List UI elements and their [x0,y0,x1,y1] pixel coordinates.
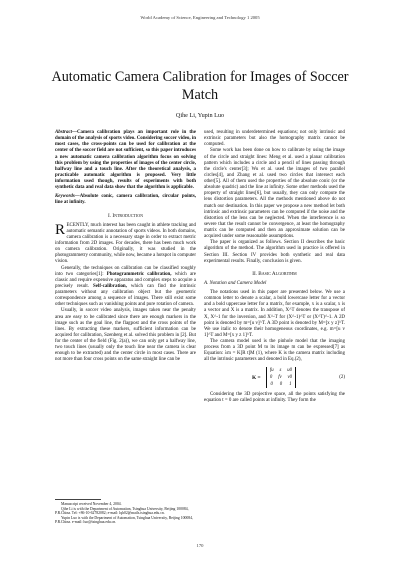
equation-lhs: K = [252,374,261,381]
keywords [55,194,196,206]
keywords-text: —Absolute conic, camera calibration, circular points, line at infinity. [55,194,196,206]
intro-paragraph-1 [55,223,196,266]
matrix-cell: fv [278,374,282,380]
equation-2 [204,367,345,389]
right-paragraph-3: The paper is organized as follows. Section II describes the basic algorithm of the method. The algorithm used in practice is offered in Section III. Section IV provides both synthetic and real data experimental results. Finally, conclusion is given. [204,240,345,264]
paper-title: Automatic Camera Calibration for Images of Soccer Match [51,69,349,103]
matrix-row [267,367,295,374]
right-paragraph-2: Some work has been done on how to calibrate by using the image of the circle and straight lines: Meng et al. used a planar calibration pattern which includes a circle and a pencil of lines passing through the circle's center[3]; Wu et al. used the images of two parallel circles[4], and Zhang et al. used two circles that intersect each other[5]. All of them used the properties of the absolute conic (or the absolute quadric) and the line at infinity. Some other methods used the property of straight lines[6], but usually, they can only compute the lens distortion parameters. All the methods mentioned above do not match our destination. In this paper we propose a new method let both intrinsic and extrinsic parameters can be computed if the noise and the distortion of the lens can be neglected. When the interference is so severe that the result cannot be convergence, at least the homography matrix can be computed and then an approximate solution can be acquired under some reasonable assumptions. [204,148,345,240]
section-heading-basic-algorithm: II. Basic Algorithm [252,270,297,277]
footnote-author-1: Qihe Li is with the Department of Automation, Tsinghua University, Beijing 100084, P.R.China. Tel: +86-10-62782082; e-mail: lqh02@mails.tsinghua.edu.cn. [55,506,189,516]
left-column [55,130,196,364]
matrix-cell: 0 [269,374,273,380]
drop-cap: R [55,221,66,238]
notation-paragraph: The notations used in this paper are presented below. We use a common letter to denote a scalar, a bold lowercase letter for a vector and a bold uppercase letter for a matrix, for example, x is a scalar, x is a vector and X is a matrix. In addition, X^T denotes the transpose of X, X^-1 for the inversion, and X^-T for (X^-1)^T or (X^T)^-1. A 2D point is denoted by m=[u v]^T. A 3D point is denoted by M=[x y z]^T. We use italic to denote their homogeneous coordinates, e.g. m=[u v 1]^T and M=[x y z 1]^T. [204,290,345,338]
matrix-cell: 0 [279,381,283,387]
matrix-cell: 1 [289,381,292,387]
footnote [55,502,196,525]
intro-p2-part: which are classic and require expensive apparatus and complex steps to acquire a precisely result. [55,271,196,289]
intro-p2-part: which can find the intrinsic parameters without any calibration object but the geometric correspondence among a sequence of images. There still exist some other techniques such as vanishing points and pure rotation of camera. [55,283,196,308]
section-heading-introduction: I. Introduction [108,212,143,219]
matrix-cell: u0 [287,367,293,373]
projective-space-paragraph: Considering the 3D projective space, all the points satisfying the equation t = 0 are called points at infinity. They form the [204,391,345,403]
right-column [204,130,345,404]
equation-number: (2) [339,374,345,380]
matrix-cell: fu [269,367,274,373]
matrix-cell: 0 [270,381,273,387]
abstract-text: —Camera calibration plays an important role in the domain of the analysis of sports video. Considering soccer video, in most cases, the cross-points can be used for calibration at the center of the soccer field are not sufficient, so this paper introduces a new automatic camera calibration algorithm focus on solving this problem by using the properties of images of the center circle, halfway line and a touch line. After the theoretical analysis, a practicable automatic algorithm is proposed. Very little information used though, results of experiments with both synthetic data and real data show that the algorithm is applicable. [55,130,196,191]
intro-p2-bold-photogrammetric: Photogrammetric calibration, [106,271,172,277]
intro-p2-bold-self: Self-calibration, [93,283,127,289]
right-paragraph-1: used, resulting in underdetermined equations; not only intrinsic and extrinsic parameters but also the homography matrix cannot be computed. [204,130,345,148]
camera-matrix [266,367,296,388]
camera-model-paragraph: The camera model used is the pinhole model that the imaging process from a 3D point M to its image m can be expressed[7] as Equation: λm = K[R t]M (1), where K is the camera matrix including all the intrinsic parameters and denoted in Eq.(2), [204,339,345,363]
abstract-label: Abstract [55,130,73,135]
intro-paragraph-3: Usually, in soccer video analysis, images taken near the penalty area are easy to be calibrated since there are enough markers in the image such as the goal line, the flagpost and the cross points of the lines. By extracting these markers, sufficient information can be acquired for calibration, Szenberg et al. solved this problem in [2]. But for the center of the field (Fig. 2(a)), we can only get a halfway line, two touch lines (usually only the touch line near the camera is clear enough to be extracted) and the center circle in most cases. There are not more than four cross points on the same straight line can be [55,308,196,363]
journal-header: World Academy of Science, Engineering and Technology 1 2005 [140,15,260,20]
footnote-received: Manuscript received November 4, 2004. [61,502,122,506]
footnote-author-2: Yupin Luo is with the Department of Automation, Tsinghua University, Beijing 100084, P.R.China. e-mail: luo@tsinghua.edu.cn. [55,515,193,525]
intro-p2-part: Generally, the techniques on calibration can be classified roughly into two categories[1]: [55,265,196,277]
intro-paragraph-2 [55,266,196,309]
intro-paragraph-1-text: ECENTLY, much interest has been caught in athlete tracking and automatic semantic annotation of sports videos. In both domains, camera calibration is a necessary stage in order to extract metric information from 2D images. For decades, there has been much work on camera calibration. Originally, it was studied in the photogrammetry community, while now, became a hotspot in computer vision. [55,222,196,265]
page-number: 170 [196,543,204,548]
matrix-cell: v0 [287,374,293,380]
matrix-row [267,381,295,388]
abstract [55,130,196,191]
footnote-rule [55,499,101,500]
keywords-label: Keywords [55,194,75,200]
paper-authors: Qihe Li, Yupin Luo [175,112,225,119]
subsection-heading-notation: A. Notation and Camera Model [204,280,267,286]
matrix-row [267,374,295,381]
matrix-cell: s [279,367,282,373]
